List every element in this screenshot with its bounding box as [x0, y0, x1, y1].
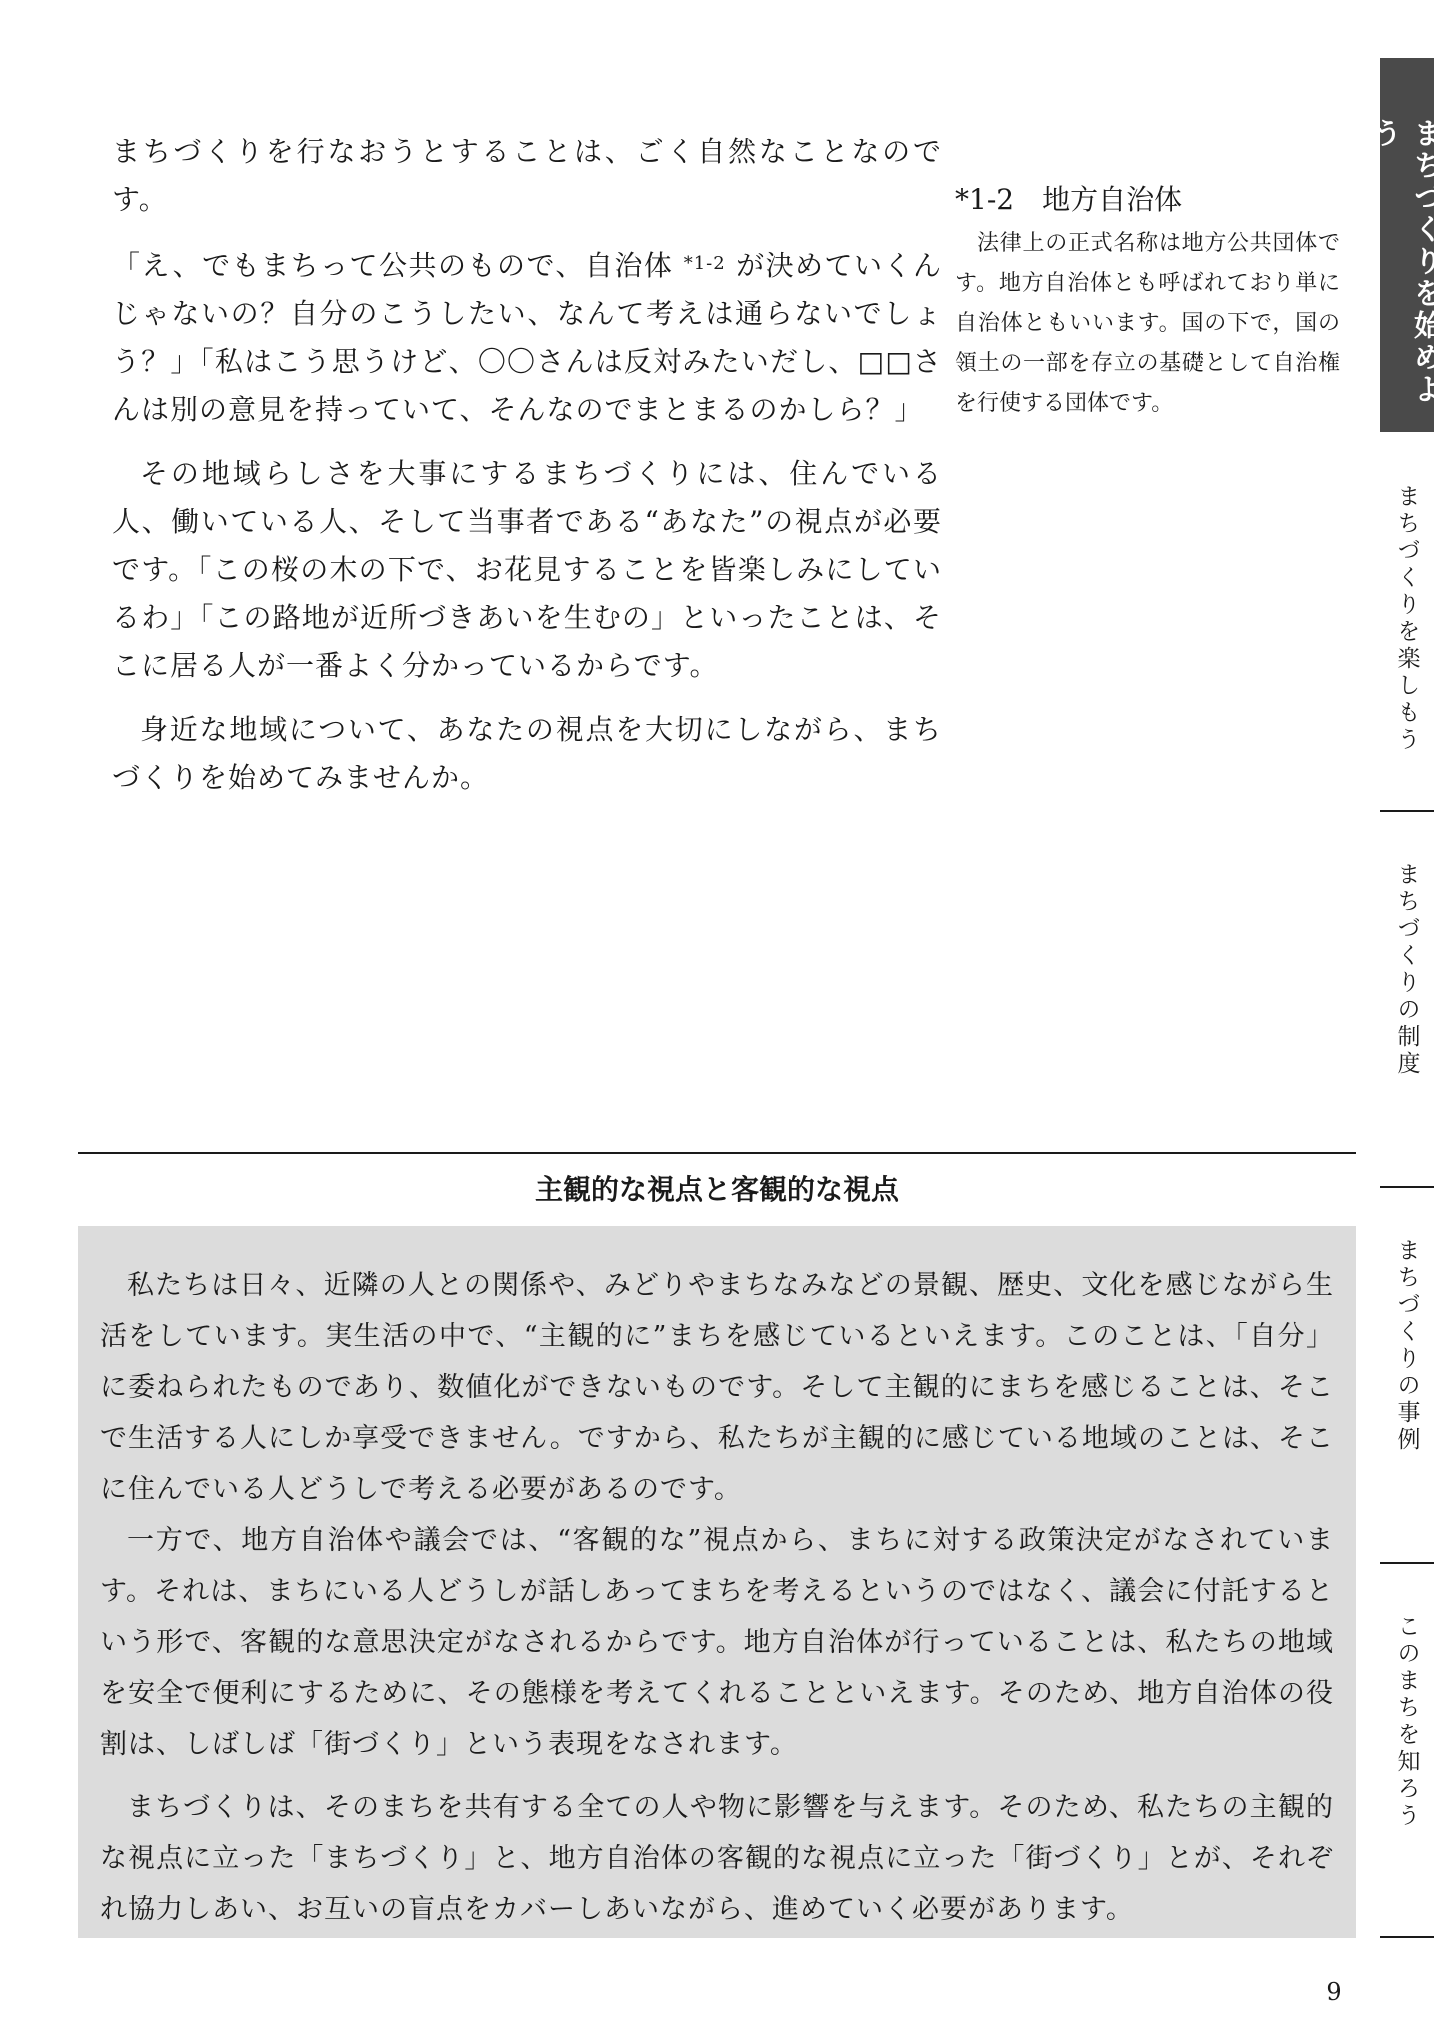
column-box: [78, 1226, 1356, 1938]
footnote-ref-1-2[interactable]: *1-2: [683, 253, 726, 274]
tab-label: まちづくりの事例: [1393, 1238, 1420, 1454]
main-paragraph-2: [112, 240, 942, 434]
main-paragraph-2-end: が決めていくんじゃないの？自分のこうしたい、なんて考えは通らないでしょう？」「私はこう思うけど、〇〇さんは反対みたいだし、□□さんは別の意見を持っていて、そんなのでまとまるのかしら？」: [112, 249, 942, 426]
tab-label: このまちを知ろう: [1393, 1614, 1420, 1830]
section-divider: [78, 1152, 1356, 1154]
tab-label: まちづくりを始めよう: [1369, 118, 1444, 406]
tab-enjoy-machizukuri[interactable]: [1380, 434, 1434, 808]
tab-label: まちづくりを楽しもう: [1393, 484, 1420, 754]
main-paragraph-4: 身近な地域について、あなたの視点を大切にしながら、まちづくりを始めてみませんか。: [112, 713, 942, 794]
box-title: 主観的な視点と客観的な視点: [534, 1173, 899, 1206]
box-paragraph-1: 私たちは日々、近隣の人との関係や、みどりやまちなみなどの景観、歴史、文化を感じながら生活をしています。実生活の中で、“主観的に”まちを感じているといえます。このことは、「自分」に委ねられたものであり、数値化ができないものです。そして主観的にまちを感じることは、そこで生活する人にしか享受できません。ですから、私たちが主観的に感じている地域のことは、そこに住んでいる人どうしで考える必要があるのです。: [100, 1270, 1334, 1505]
side-note-body: 法律上の正式名称は地方公共団体です。地方自治体とも呼ばれており単に自治体ともいいます。国の下で，国の領土の一部を存立の基礎として自治権を行使する団体です。: [955, 231, 1340, 416]
tab-label: まちづくりの制度: [1393, 862, 1420, 1078]
box-paragraph-2: 一方で、地方自治体や議会では、“客観的な”視点から、まちに対する政策決定がなされています。それは、まちにいる人どうしが話しあってまちを考えるというのではなく、議会に付託するという形で、客観的な意思決定がなされるからです。地方自治体が行っていることは、私たちの地域を安全で便利にするために、その態様を考えてくれることといえます。そのため、地方自治体の役割は、しばしば「街づくり」という表現をなされます。: [100, 1525, 1334, 1760]
main-paragraph-2-start: 「え、でもまちって公共のもので、自治体: [112, 249, 674, 282]
main-paragraph-3: その地域らしさを大事にするまちづくりには、住んでいる人、働いている人、そして当事者である“あなた”の視点が必要です。「この桜の木の下で、お花見することを皆楽しみにしているわ」「この路地が近所づきあいを生むの」といったことは、そこに居る人が一番よく分かっているからです。: [112, 457, 942, 682]
tab-machizukuri-cases[interactable]: [1380, 1188, 1434, 1562]
page-number: 9: [1326, 1978, 1342, 2006]
main-text: [112, 128, 942, 818]
tab-start-machizukuri[interactable]: [1369, 58, 1444, 432]
box-paragraph-3: まちづくりは、そのまちを共有する全ての人や物に影響を与えます。そのため、私たちの主観的な視点に立った「まちづくり」と、地方自治体の客観的な視点に立った「街づくり」とが、それぞれ協力しあい、お互いの盲点をカバーしあいながら、進めていく必要があります。: [100, 1792, 1334, 1925]
side-note-title: *1-2 地方自治体: [955, 183, 1183, 216]
tab-know-this-town[interactable]: [1380, 1564, 1434, 1936]
chapter-index-sidebar: [1369, 58, 1444, 1938]
tab-divider: [1380, 1936, 1434, 1938]
main-paragraph-1: まちづくりを行なおうとすることは、ごく自然なことなのです。: [112, 135, 942, 216]
tab-machizukuri-system[interactable]: [1380, 812, 1434, 1186]
side-note: [955, 180, 1340, 424]
